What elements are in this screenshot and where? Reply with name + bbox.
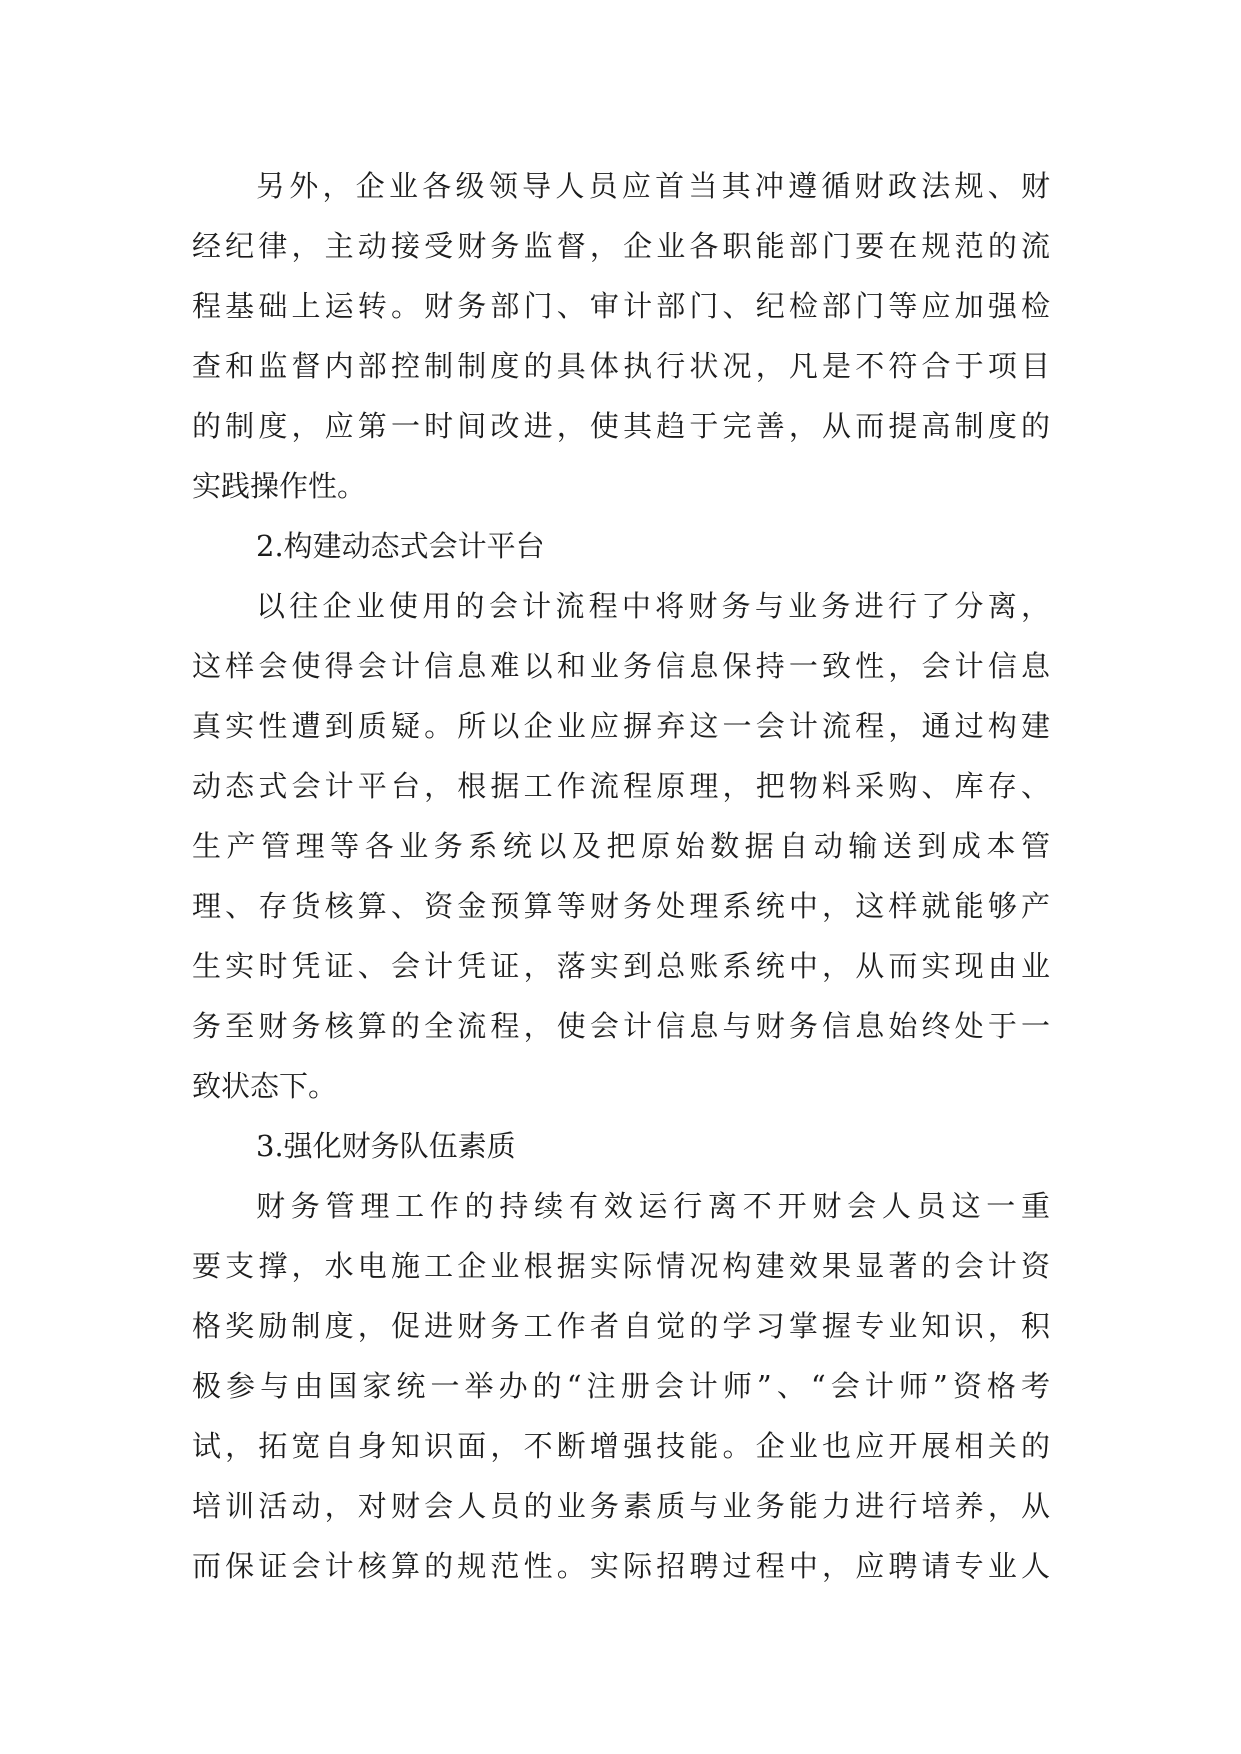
paragraph-2-line-1: 以往企业使用的会计流程中将财务与业务进行了分离， (256, 589, 1050, 623)
paragraph-3-line-4: 极参与由国家统一举办的“注册会计师”、“会计师”资格考 (192, 1369, 1050, 1403)
section-heading-2: 2.构建动态式会计平台 (256, 529, 545, 563)
paragraph-1-line-2: 经纪律，主动接受财务监督，企业各职能部门要在规范的流 (192, 229, 1050, 263)
paragraph-2-line-6: 理、存货核算、资金预算等财务处理系统中，这样就能够产 (192, 889, 1050, 923)
paragraph-2-line-5: 生产管理等各业务系统以及把原始数据自动输送到成本管 (192, 829, 1050, 863)
paragraph-2-line-9: 致状态下。 (192, 1069, 338, 1103)
paragraph-3-line-6: 培训活动，对财会人员的业务素质与业务能力进行培养，从 (192, 1489, 1050, 1523)
paragraph-2-line-4: 动态式会计平台，根据工作流程原理，把物料采购、库存、 (192, 769, 1050, 803)
paragraph-2-line-3: 真实性遭到质疑。所以企业应摒弃这一会计流程，通过构建 (192, 709, 1050, 743)
paragraph-1-line-4: 查和监督内部控制制度的具体执行状况，凡是不符合于项目 (192, 349, 1050, 383)
paragraph-1-line-5: 的制度，应第一时间改进，使其趋于完善，从而提高制度的 (192, 409, 1050, 443)
paragraph-2-line-7: 生实时凭证、会计凭证，落实到总账系统中，从而实现由业 (192, 949, 1050, 983)
paragraph-3-line-2: 要支撑，水电施工企业根据实际情况构建效果显著的会计资 (192, 1249, 1050, 1283)
document-body (192, 156, 1050, 1596)
paragraph-1-line-6: 实践操作性。 (192, 469, 367, 503)
paragraph-2-line-8: 务至财务核算的全流程，使会计信息与财务信息始终处于一 (192, 1009, 1050, 1043)
paragraph-2-line-2: 这样会使得会计信息难以和业务信息保持一致性，会计信息 (192, 649, 1050, 683)
paragraph-1-line-3: 程基础上运转。财务部门、审计部门、纪检部门等应加强检 (192, 289, 1050, 323)
section-heading-3: 3.强化财务队伍素质 (256, 1129, 516, 1163)
paragraph-3-line-5: 试，拓宽自身知识面，不断增强技能。企业也应开展相关的 (192, 1429, 1050, 1463)
paragraph-3-line-1: 财务管理工作的持续有效运行离不开财会人员这一重 (256, 1189, 1050, 1223)
paragraph-1-line-1: 另外，企业各级领导人员应首当其冲遵循财政法规、财 (256, 169, 1050, 203)
paragraph-3-line-3: 格奖励制度，促进财务工作者自觉的学习掌握专业知识，积 (192, 1309, 1050, 1343)
paragraph-3-line-7: 而保证会计核算的规范性。实际招聘过程中，应聘请专业人 (192, 1549, 1050, 1583)
